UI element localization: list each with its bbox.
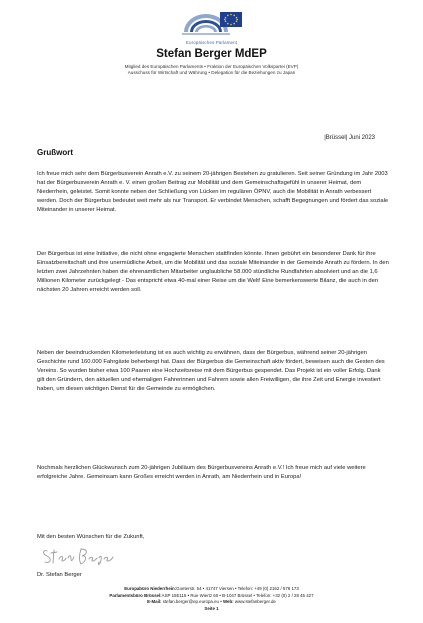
affiliation (0, 64, 423, 77)
footer-email[interactable]: stefan.berger@ep.europa.eu (162, 599, 219, 604)
paragraph-3: Neben der beeindruckenden Kilometerleistung ist es auch wichtig zu erwähnen, dass der Bürgerbus, während seiner 20-jährigen Geschichte rund 160.000 Fahrgäste beherbergt hat. Dass der Bürgerbus die Gemeinschaft aktiv fördert, beweisen auch die Gesten des Vereins. So wurden bisher etwa 100 Paaren eine Hochzeitsreise mit dem Bürgerbus gespendet. Das Projekt ist ein voller Erfolg. Dank gilt den Gründern, den aktuellen und ehemaligen Fahrerinnen und Fahrern sowie allen Freiwilligen, die ihre Zeit und Energie investiert haben, um diesen wichtigen Dienst für die Gemeinde zu ermöglichen. (37, 350, 385, 392)
affiliation-line-2: Ausschuss für Wirtschaft und Währung • Delegation für die Beziehungen zu Japan (127, 70, 296, 76)
footer-web[interactable]: www.stefanberger.de (234, 599, 276, 604)
signature-name: Dr. Stefan Berger (37, 572, 82, 578)
sender-name: Stefan Berger MdEP (156, 48, 267, 60)
paragraph-2: Der Bürgerbus ist eine Initiative, die nicht ohne engagierte Menschen stattfinden könnte. Ihnen gebührt ein besonderer Dank für ihre Einsatzbereitschaft und ihre unermüdliche Arbeit, um die Mobilität und das soziale Miteinander in der Gemeinde Anrath zu fördern. In den letzten zwei Jahrzehnten haben die ehrenamtlichen Mitarbeiter unglaubliche 58.000 stündliche Rundfahrten absolviert und an die 1,6 Millionen Kilometer zurückgelegt - Das entspricht etwa 40-mal einer Reise um die Welt! Eine bemerkenswerte Bilanz, die auch in den nächsten 20 Jahren erreicht werden soll. (37, 251, 389, 293)
footer-office-1-address: Goeterstr. 54 • 41747 Viersen • Telefon: +49 (0) 2162 / 578 173 (176, 586, 299, 591)
signature-icon (41, 543, 121, 569)
footer-office-2-label: Parlamentsbüro Brüssel: (109, 592, 162, 598)
affiliation-line-1: Mitglied des Europäischen Parlaments • Fraktion der Europäischen Volkspartei (EVP) (124, 64, 299, 69)
closing-line: Mit den besten Wünschen für die Zukunft, (37, 534, 145, 540)
paragraph-1: Ich freue mich sehr dem Bürgerbusverein Anrath e.V. zu seinem 20-jährigen Bestehen zu gratulieren. Seit seiner Gründung im Jahr 2003 hat der Bürgerbusverein Anrath e. V. einen großen Beitrag zur Mobilität und dem Gemeinschaftsgefühl in unserer Heimat, dem Niederrhein, geleistet. Somit konnte neben der Schließung von Lücken im regulären ÖPNV, auch die Mobilität in Anrath verbessert werden. Doch der Bürgerbus bedeutet weit mehr als nur Transport. Er verbindet Menschen, schafft Begegnungen und fördert das soziale Miteinander in unserer Heimat. (37, 171, 389, 213)
footer-office-1-label: Europabüro Niederrhein: (124, 586, 177, 591)
footer-email-label: E-Mail: (147, 599, 162, 604)
page-number: Seite 1 (204, 605, 219, 611)
european-parliament-logo-icon (180, 6, 244, 42)
footer-office-2-address: ASP 15E115 • Rue Wiertz 60 • B-1047 Brüssel • Telefon: +32 (0) 2 / 28 45 427 (161, 592, 314, 598)
parliament-label: Europäisches Parlament (185, 40, 238, 45)
letter-date: |Brüssel| Juni 2023 (324, 135, 375, 141)
letter-heading: Grußwort (37, 148, 73, 157)
paragraph-4: Nochmals herzlichen Glückwunsch zum 20-jährigen Jubiläum des Bürgerbusvereins Anrath e.V.! Ich freue mich auf viele weitere erfolgreiche Jahre. Gemeinsam kann Großes erreicht werden in Anrath, am Niederrhein und in Europa! (37, 465, 366, 480)
letter-footer (0, 586, 423, 612)
footer-web-label: • Web: (220, 599, 234, 604)
